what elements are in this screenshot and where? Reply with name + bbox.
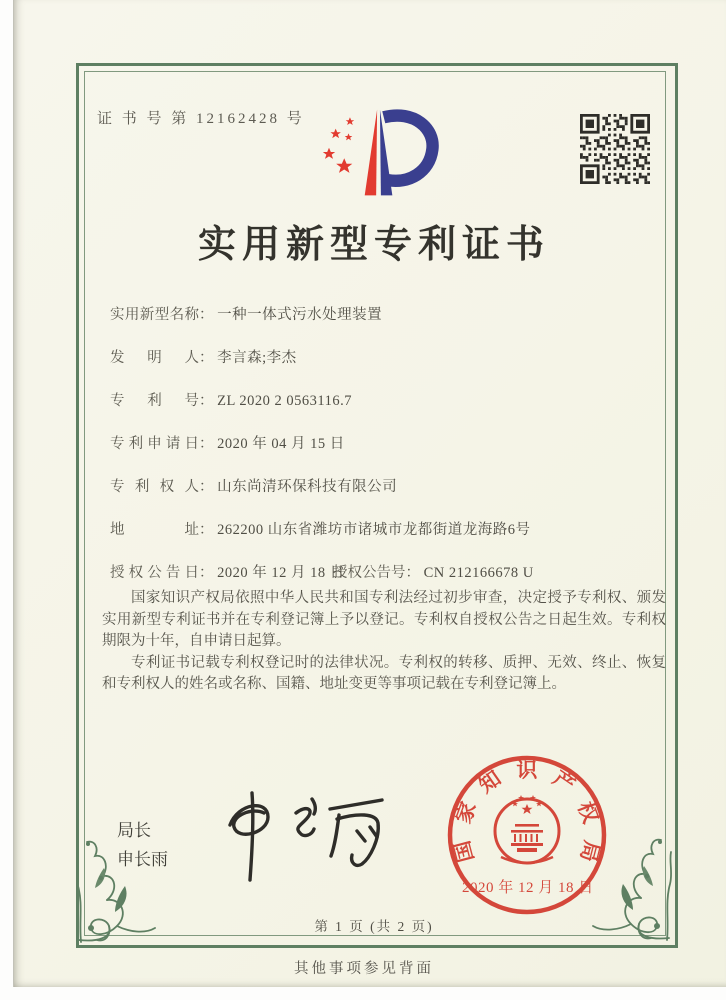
commissioner-name: 申长雨 (117, 850, 168, 869)
field-colon: ： (199, 479, 214, 495)
field-label: 地址 (110, 522, 199, 538)
signatory-block (117, 816, 168, 874)
field-value: 2020 年 12 月 18 日 (217, 565, 345, 581)
field-row-patentee (110, 475, 397, 496)
back-side-note: 其他事项参见背面 (294, 961, 434, 977)
field-value: 一种一体式污水处理装置 (217, 307, 383, 323)
legal-paragraph: 国家知识产权局依照中华人民共和国专利法经过初步审查，决定授予专利权、颁发实用新型专利证书并在专利登记簿上予以登记。专利权自授权公告之日起生效。专利权期限为十年，自申请日起算。 (102, 590, 666, 649)
page-number: 第 1 页 (共 2 页) (314, 919, 434, 934)
field-colon: ： (405, 565, 420, 581)
field-label: 实用新型名称 (110, 307, 199, 323)
commissioner-signature-icon (212, 783, 397, 885)
qr-code (580, 114, 650, 184)
field-label: 发明人 (110, 350, 199, 366)
field-label: 授权公告日 (110, 565, 199, 581)
field-row-inventor (110, 346, 297, 367)
certificate-number: 证 书 号 第 12162428 号 (97, 111, 305, 127)
cnipa-logo-icon (317, 102, 441, 202)
field-label: 授权公告号 (333, 565, 406, 581)
field-value: 2020 年 04 月 15 日 (217, 436, 345, 452)
field-colon: ： (199, 522, 214, 538)
field-row-utility-name (110, 303, 382, 324)
certificate-paper (13, 0, 726, 987)
field-value: 李言森;李杰 (217, 350, 297, 366)
field-label: 专利号 (110, 393, 199, 409)
seal-agency-text: 国家知识产权局 (449, 758, 605, 865)
field-value: 山东尚清环保科技有限公司 (217, 479, 398, 495)
field-value: ZL 2020 2 0563116.7 (217, 393, 353, 409)
field-colon: ： (199, 307, 214, 323)
commissioner-title: 局长 (117, 821, 151, 840)
field-label: 专利申请日 (110, 436, 199, 452)
field-label: 专利权人 (110, 479, 199, 495)
field-value: 262200 山东省潍坊市诸城市龙都街道龙海路6号 (217, 522, 531, 538)
legal-text (102, 588, 666, 696)
field-group-grant-no (333, 561, 534, 582)
field-value: CN 212166678 U (423, 565, 534, 581)
field-colon: ： (199, 565, 214, 581)
legal-paragraph: 专利证书记载专利权登记时的法律状况。专利权的转移、质押、无效、终止、恢复和专利权人的姓名或名称、国籍、地址变更等事项记载在专利登记簿上。 (102, 654, 666, 692)
field-colon: ： (199, 393, 214, 409)
field-row-address (110, 518, 531, 539)
national-emblem-icon (495, 795, 559, 863)
field-row-filing-date (110, 432, 345, 453)
field-row-grant-date (110, 561, 534, 582)
seal-date: 2020 年 12 月 18 日 (462, 880, 594, 896)
official-seal (437, 745, 617, 925)
field-colon: ： (199, 436, 214, 452)
page-title: 实用新型专利证书 (197, 224, 550, 266)
field-row-patent-no (110, 389, 352, 410)
field-colon: ： (199, 350, 214, 366)
